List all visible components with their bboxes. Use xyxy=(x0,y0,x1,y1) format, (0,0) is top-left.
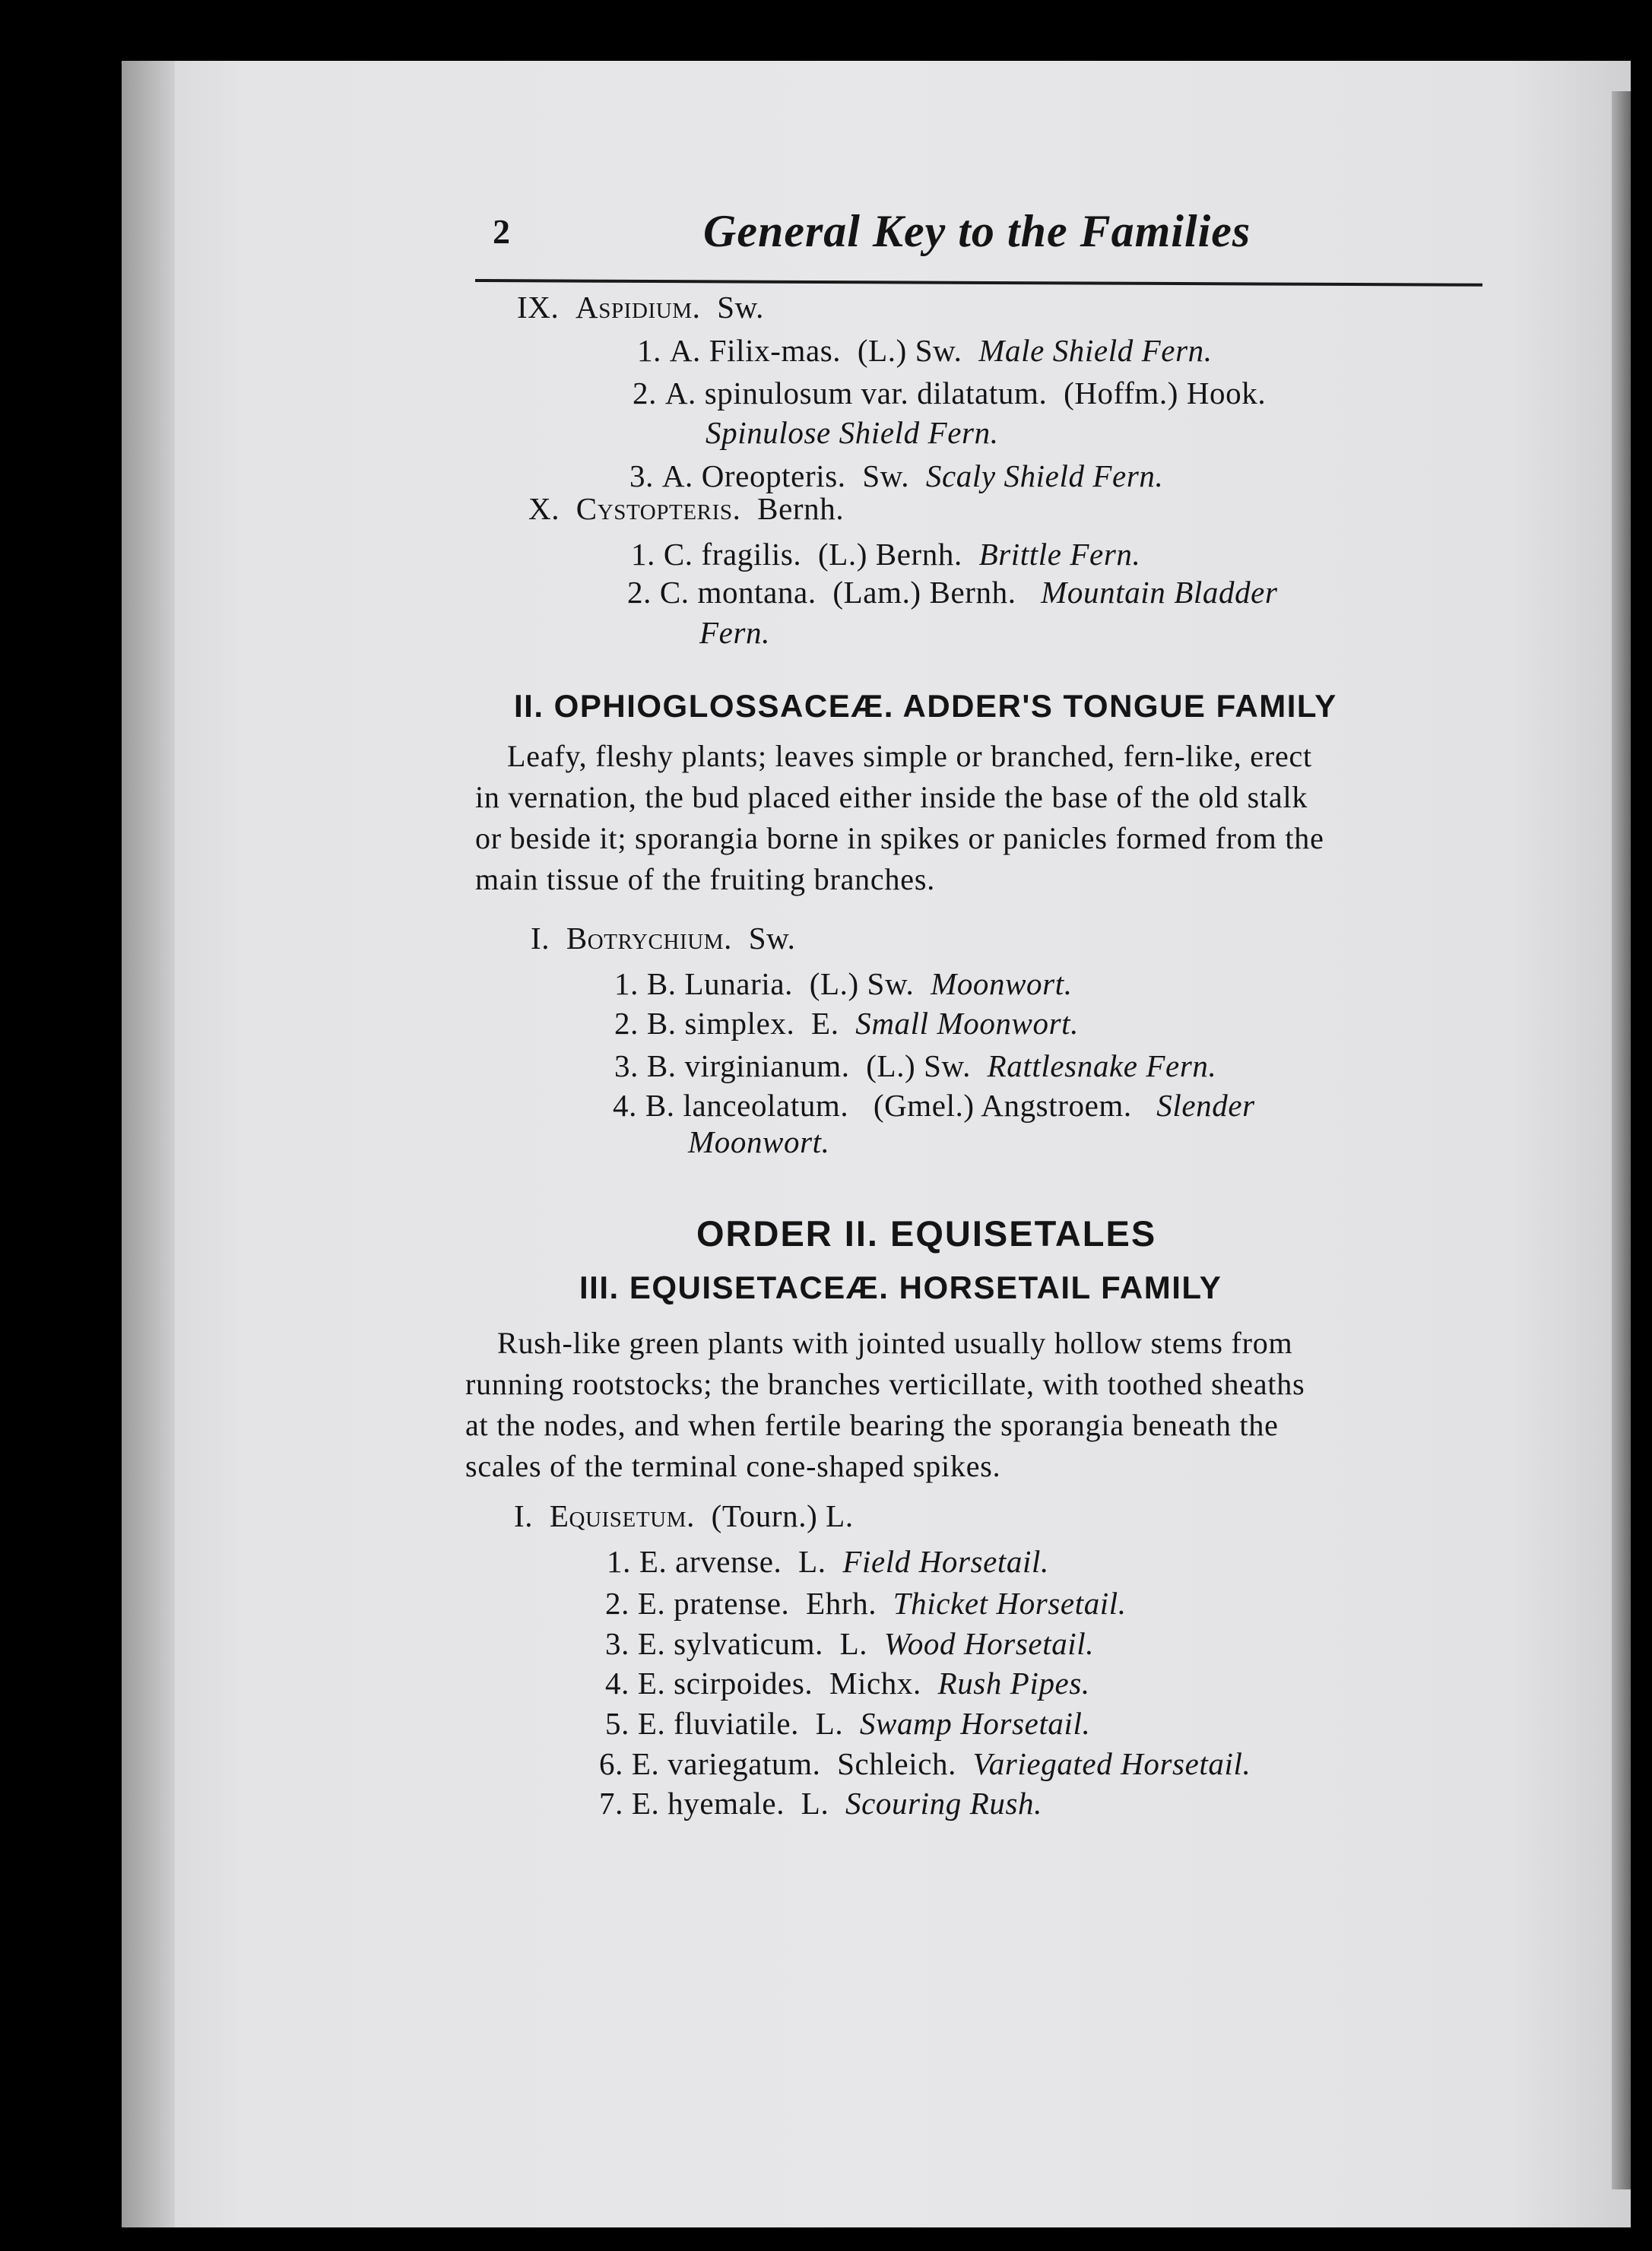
species-common-name: Spinulose Shield Fern. xyxy=(706,415,999,450)
species-entry: 2. C. montana. (Lam.) Bernh. Mountain Bladder xyxy=(627,575,1278,610)
species-entry: 1. A. Filix-mas. (L.) Sw. Male Shield Fern. xyxy=(637,333,1213,368)
species-entry: 2. A. spinulosum var. dilatatum. (Hoffm.) Hook. xyxy=(633,376,1267,411)
species-entry: 4. E. scirpoides. Michx. Rush Pipes. xyxy=(605,1666,1090,1701)
family-description: Leafy, fleshy plants; leaves simple or branched, fern-like, erect in vernation, the bud placed either inside the base of the old stalk or beside it; sporangia borne in spikes or panicles formed from the main tissue of the fruiting branches. xyxy=(475,739,1324,896)
species-entry: 6. E. variegatum. Schleich. Variegated Horsetail. xyxy=(599,1746,1251,1781)
species-common-name: Fern. xyxy=(699,615,770,650)
species-entry: 2. B. simplex. E. Small Moonwort. xyxy=(614,1006,1079,1041)
species-entry: 1. B. Lunaria. (L.) Sw. Moonwort. xyxy=(614,966,1073,1001)
species-entry: 2. E. pratense. Ehrh. Thicket Horsetail. xyxy=(605,1586,1127,1621)
species-entry: 5. E. fluviatile. L. Swamp Horsetail. xyxy=(605,1706,1091,1741)
page-outer-edge xyxy=(1612,91,1631,2189)
genus-equisetum: I. Equisetum. (Tourn.) L. xyxy=(514,1498,854,1533)
species-entry: 7. E. hyemale. L. Scouring Rush. xyxy=(599,1786,1042,1821)
species-entry: 3. E. sylvaticum. L. Wood Horsetail. xyxy=(605,1626,1095,1661)
species-entry: 1. E. arvense. L. Field Horsetail. xyxy=(607,1544,1049,1579)
family-heading-ophioglossaceae: II. OPHIOGLOSSACEÆ. ADDER'S TONGUE FAMILY xyxy=(514,688,1337,724)
species-entry: 4. B. lanceolatum. (Gmel.) Angstroem. Slender xyxy=(613,1088,1255,1123)
family-heading-equisetaceae: III. EQUISETACEÆ. HORSETAIL FAMILY xyxy=(579,1270,1222,1305)
running-title: General Key to the Families xyxy=(703,206,1251,256)
species-common-name: Moonwort. xyxy=(688,1124,830,1159)
order-heading: ORDER II. EQUISETALES xyxy=(696,1213,1157,1254)
genus-numeral: IX. xyxy=(517,290,560,325)
page-number: 2 xyxy=(493,212,510,251)
genus-author: Sw. xyxy=(717,290,765,325)
species-entry: 1. C. fragilis. (L.) Bernh. Brittle Fern. xyxy=(631,537,1141,572)
genus-aspidium xyxy=(517,289,764,325)
species-entry: 3. B. virginianum. (L.) Sw. Rattlesnake Fern. xyxy=(614,1048,1217,1083)
genus-botrychium: I. Botrychium. Sw. xyxy=(531,921,796,956)
genus-name: Aspidium. xyxy=(576,290,701,325)
family-description: Rush-like green plants with jointed usually hollow stems from running rootstocks; the branches verticillate, with toothed sheaths at the nodes, and when fertile bearing the sporangia beneath the scales of the terminal cone-shaped spikes. xyxy=(465,1326,1305,1483)
genus-cystopteris: X. Cystopteris. Bernh. xyxy=(528,491,845,526)
page-binding-edge xyxy=(122,61,175,2227)
species-entry: 3. A. Oreopteris. Sw. Scaly Shield Fern. xyxy=(629,458,1164,493)
